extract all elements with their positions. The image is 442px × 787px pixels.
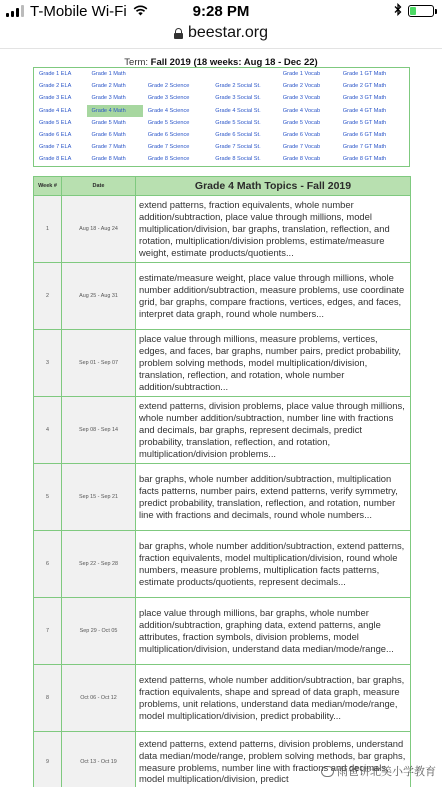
term-value: Fall 2019 (18 weeks: Aug 18 - Dec 22) xyxy=(150,57,318,68)
grade-link-selected[interactable]: Grade 4 Math xyxy=(87,105,143,117)
table-row xyxy=(34,263,411,330)
grade-link[interactable]: Grade 3 ELA xyxy=(39,95,72,102)
watermark-text: 雨爸讲北美小学教育 xyxy=(337,766,436,778)
battery-level xyxy=(410,7,416,15)
topics-text: extend patterns, fraction equivalents, whole number addition/subtraction, place value through millions, model multiplication/division, bar graphs, translation, reflection, and rotation, multiplication/division problems, estimate/measure weight, estimate products/quotients... xyxy=(139,199,390,258)
grade-link[interactable]: Grade 6 ELA xyxy=(39,132,72,139)
watermark xyxy=(321,763,436,779)
grade-link[interactable]: Grade 7 Math xyxy=(91,144,126,151)
grade-link[interactable]: Grade 6 Math xyxy=(91,132,126,139)
grade-link[interactable]: Grade 4 GT Math xyxy=(342,107,387,114)
topics-table xyxy=(33,176,411,787)
grade-link[interactable]: Grade 3 Social St. xyxy=(215,95,261,102)
grade-nav-table xyxy=(34,68,409,166)
grade-link[interactable]: Grade 3 Science xyxy=(147,95,190,102)
grade-link[interactable]: Grade 5 ELA xyxy=(39,119,72,126)
grade-link[interactable]: Grade 2 ELA xyxy=(39,83,72,90)
grade-link[interactable]: Grade 7 Science xyxy=(147,144,190,151)
topics-text: extend patterns, extend patterns, division problems, understand data median/mode/range, problem solving methods, bar graphs, measure problems, number line with fractions and decimals, model multiplication/division, predict xyxy=(139,737,406,785)
grade-nav xyxy=(33,67,410,167)
week-date-range: Oct 06 - Oct 12 xyxy=(62,665,136,732)
topics-table-title: Grade 4 Math Topics - Fall 2019 xyxy=(136,177,411,196)
week-number: 4 xyxy=(34,397,62,464)
grade-link[interactable]: Grade 4 ELA xyxy=(39,107,72,114)
topics-cell xyxy=(136,598,411,665)
grade-nav-row xyxy=(34,92,409,104)
table-row xyxy=(34,196,411,263)
week-number: 3 xyxy=(34,330,62,397)
grade-link[interactable]: Grade 6 Social St. xyxy=(215,132,261,139)
grade-link[interactable]: Grade 1 Vocab xyxy=(282,71,321,78)
week-date-range: Sep 22 - Sep 28 xyxy=(62,531,136,598)
topics-text: extend patterns, division problems, place value through millions, whole number addition/subtraction, number line with fractions and decimals, bar graphs, represent decimals, predict probability, translation, reflection, and rotation, multiplication/division problems... xyxy=(139,400,405,459)
week-number: 8 xyxy=(34,665,62,732)
grade-link[interactable]: Grade 4 Vocab xyxy=(282,107,321,114)
week-date-range: Sep 01 - Sep 07 xyxy=(62,330,136,397)
grade-link[interactable]: Grade 3 Math xyxy=(91,95,126,102)
address-bar-divider xyxy=(0,48,442,49)
grade-nav-row xyxy=(34,80,409,92)
topics-text: bar graphs, whole number addition/subtraction, multiplication facts patterns, number pairs, extend patterns, verify symmetry, predict probability, translation, reflection, and rotation, number line with fractions and decimals, round whole numbers... xyxy=(139,473,398,520)
topics-cell xyxy=(136,397,411,464)
week-date-range: Oct 13 - Oct 19 xyxy=(62,732,136,787)
grade-nav-row xyxy=(34,68,409,80)
grade-link[interactable]: Grade 1 GT Math xyxy=(342,71,387,78)
week-number: 2 xyxy=(34,263,62,330)
grade-link[interactable]: Grade 7 ELA xyxy=(39,144,72,151)
grade-link[interactable]: Grade 7 Social St. xyxy=(215,144,261,151)
week-date-range: Aug 18 - Aug 24 xyxy=(62,196,136,263)
grade-nav-row xyxy=(34,105,409,117)
wechat-icon xyxy=(321,766,334,777)
status-left xyxy=(6,3,148,20)
topics-text: estimate/measure weight, place value through millions, whole number addition/subtraction, measure problems, use coordinate grid, bar graphs, compare fractions, vertices, edges, and faces, interpret data graph, round whole numbers... xyxy=(139,272,405,319)
week-date-range: Sep 08 - Sep 14 xyxy=(62,397,136,464)
topics-text: extend patterns, whole number addition/subtraction, bar graphs, fraction equivalents, shape and spread of data graph, measure problems, unit relations, understand data median/mode/range, model multiplication/division, predict probability... xyxy=(139,674,405,721)
week-number: 1 xyxy=(34,196,62,263)
grade-link[interactable]: Grade 2 GT Math xyxy=(342,83,387,90)
week-number: 5 xyxy=(34,464,62,531)
grade-link[interactable]: Grade 8 GT Math xyxy=(342,156,387,163)
address-bar[interactable] xyxy=(0,22,442,44)
week-number: 7 xyxy=(34,598,62,665)
table-row xyxy=(34,464,411,531)
topics-cell xyxy=(136,464,411,531)
topics-header-row xyxy=(34,177,411,196)
topics-text: place value through millions, measure problems, vertices, edges, and faces, bar graphs, number pairs, predict probability, problem solving methods, model multiplication/division, translation, reflection, and rotation, whole number addition/subtraction... xyxy=(139,333,401,392)
url-text: beestar.org xyxy=(187,24,269,41)
topics-cell xyxy=(136,263,411,330)
term-label: Term: xyxy=(124,57,149,68)
table-row xyxy=(34,330,411,397)
battery-icon xyxy=(408,5,434,17)
topics-body xyxy=(34,196,411,787)
topics-text: bar graphs, whole number addition/subtraction, extend patterns, fraction equivalents, model multiplication/division, round whole numbers, measure problems, multiplication facts patterns, estimate products/quotients, represent decimals... xyxy=(139,540,405,587)
grade-nav-row xyxy=(34,117,409,129)
date-column-header: Date xyxy=(62,177,136,196)
grade-link[interactable]: Grade 5 Social St. xyxy=(215,119,261,126)
week-date-range: Sep 29 - Oct 05 xyxy=(62,598,136,665)
grade-link[interactable]: Grade 8 Math xyxy=(91,156,126,163)
grade-link[interactable]: Grade 7 GT Math xyxy=(342,144,387,151)
topics-cell xyxy=(136,665,411,732)
grade-nav-empty-cell xyxy=(143,68,211,80)
table-row xyxy=(34,598,411,665)
grade-link[interactable]: Grade 2 Science xyxy=(147,83,190,90)
wifi-icon xyxy=(133,3,148,20)
grade-nav-row xyxy=(34,129,409,141)
cellular-signal-icon xyxy=(6,5,24,17)
topics-cell xyxy=(136,531,411,598)
table-row xyxy=(34,397,411,464)
grade-link[interactable]: Grade 8 Science xyxy=(147,156,190,163)
week-column-header: Week # xyxy=(34,177,62,196)
carrier-name: T-Mobile Wi-Fi xyxy=(30,2,127,20)
grade-link[interactable]: Grade 3 GT Math xyxy=(342,95,387,102)
bluetooth-icon xyxy=(394,3,402,19)
table-row xyxy=(34,531,411,598)
status-bar xyxy=(0,0,442,22)
grade-nav-row xyxy=(34,141,409,153)
grade-link[interactable]: Grade 4 Science xyxy=(147,107,190,114)
grade-link[interactable]: Grade 7 Vocab xyxy=(282,144,321,151)
week-date-range: Sep 15 - Sep 21 xyxy=(62,464,136,531)
topics-cell xyxy=(136,196,411,263)
grade-link[interactable]: Grade 6 GT Math xyxy=(342,132,387,139)
status-right xyxy=(394,3,434,19)
grade-link[interactable]: Grade 5 Vocab xyxy=(282,119,321,126)
topics-cell xyxy=(136,330,411,397)
grade-link[interactable]: Grade 5 Math xyxy=(91,119,126,126)
grade-link[interactable]: Grade 5 Science xyxy=(147,119,190,126)
grade-link[interactable]: Grade 3 Vocab xyxy=(282,95,321,102)
grade-link[interactable]: Grade 8 ELA xyxy=(39,156,72,163)
grade-link[interactable]: Grade 4 Social St. xyxy=(215,107,261,114)
week-number: 9 xyxy=(34,732,62,787)
topics-text: place value through millions, bar graphs, whole number addition/subtraction, graphing data, extend patterns, angle attributes, fraction symbols, division problems, model multiplication/division, understand data median/mode/range... xyxy=(139,607,394,654)
grade-nav-empty-cell xyxy=(210,68,278,80)
lock-icon xyxy=(174,28,183,39)
grade-nav-body xyxy=(34,68,409,166)
grade-link[interactable]: Grade 8 Social St. xyxy=(215,156,261,163)
week-number: 6 xyxy=(34,531,62,598)
grade-link[interactable]: Grade 8 Vocab xyxy=(282,156,321,163)
grade-link[interactable]: Grade 1 ELA xyxy=(39,71,72,78)
grade-link[interactable]: Grade 2 Social St. xyxy=(215,83,261,90)
grade-link[interactable]: Grade 6 Vocab xyxy=(282,132,321,139)
grade-link[interactable]: Grade 5 GT Math xyxy=(342,119,387,126)
grade-link[interactable]: Grade 1 Math xyxy=(91,71,126,78)
grade-link[interactable]: Grade 2 Math xyxy=(91,83,126,90)
table-row xyxy=(34,665,411,732)
grade-link[interactable]: Grade 2 Vocab xyxy=(282,83,321,90)
grade-nav-row xyxy=(34,153,409,165)
clock: 9:28 PM xyxy=(192,2,250,20)
week-date-range: Aug 25 - Aug 31 xyxy=(62,263,136,330)
grade-link[interactable]: Grade 6 Science xyxy=(147,132,190,139)
